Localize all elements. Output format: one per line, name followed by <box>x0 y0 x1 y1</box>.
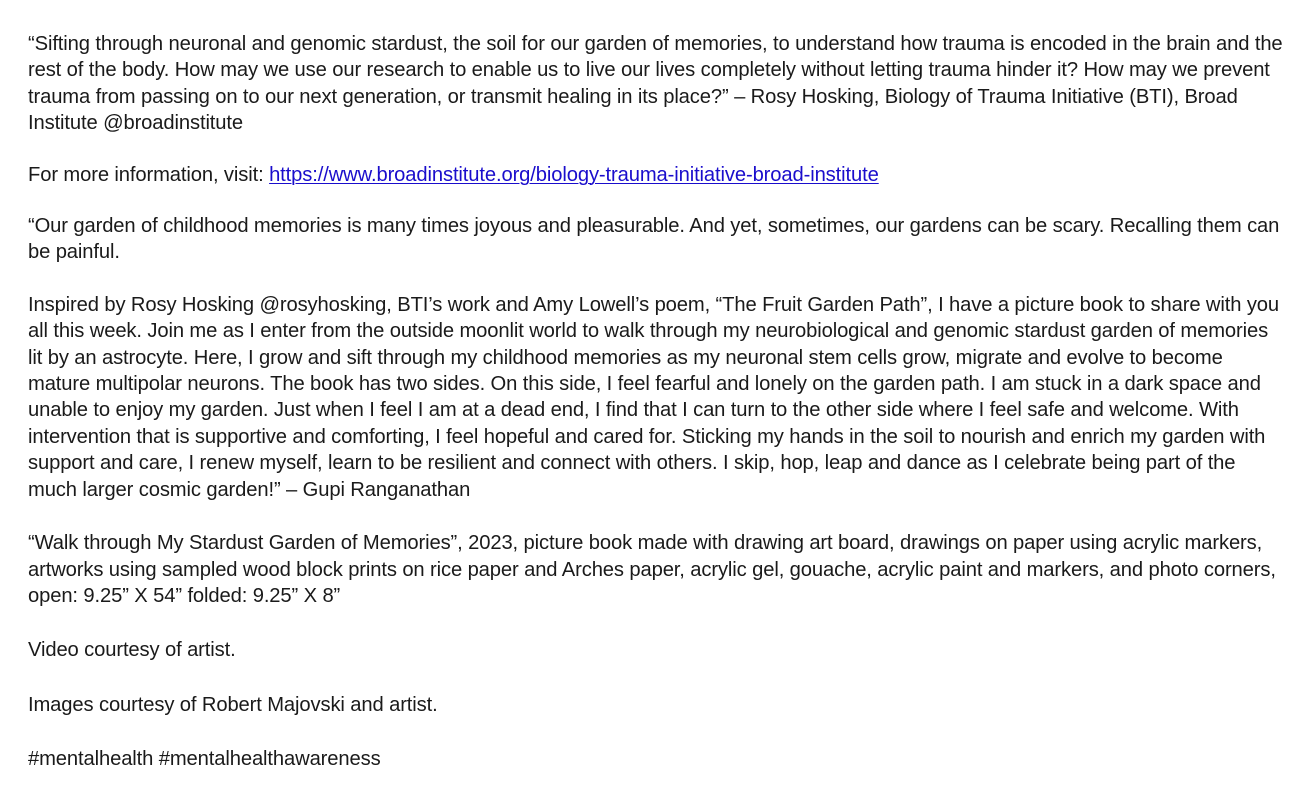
more-info-prefix: For more information, visit: <box>28 163 270 186</box>
broad-institute-link[interactable]: https://www.broadinstitute.org/biology-trauma-initiative-broad-institute <box>269 163 879 186</box>
video-credit: Video courtesy of artist. <box>28 639 236 662</box>
artist-statement: Inspired by Rosy Hosking @rosyhosking, BTI’s work and Amy Lowell’s poem, “The Fruit Garden Path”, I have a picture book to share with you all this week. Join me as I enter from the outside moonlit world to walk through my neurobiological and genomic stardust garden of memories lit by an astrocyte. Here, I grow and sift through my childhood memories as my neuronal stem cells grow, migrate and evolve to become mature multipolar neurons. The book has two sides. On this side, I feel fearful and lonely on the garden path. I am stuck in a dark space and unable to enjoy my garden. Just when I feel I am at a dead end, I find that I can turn to the other side where I feel safe and welcome. With intervention that is supportive and comforting, I feel hopeful and cared for. Sticking my hands in the soil to nourish and enrich my garden with support and care, I renew myself, learn to be resilient and connect with others. I skip, hop, leap and dance as I celebrate being part of the much larger cosmic garden!” – Gupi Ranganathan <box>28 293 1280 501</box>
images-credit: Images courtesy of Robert Majovski and artist. <box>28 693 438 716</box>
artwork-description: “Walk through My Stardust Garden of Memories”, 2023, picture book made with drawing art board, drawings on paper using acrylic markers, artworks using sampled wood block prints on rice paper and Arches paper, acrylic gel, gouache, acrylic paint and markers, and photo corners, open: 9.25” X 54” folded: 9.25” X 8” <box>28 532 1276 607</box>
garden-memories-intro: “Our garden of childhood memories is many times joyous and pleasurable. And yet, sometimes, our gardens can be scary. Recalling them can be painful. <box>28 215 1280 264</box>
document-body <box>28 31 1283 773</box>
more-info-line <box>28 162 1283 188</box>
hashtags: #mentalhealth #mentalhealthawareness <box>28 748 381 771</box>
quote-rosy-hosking: “Sifting through neuronal and genomic stardust, the soil for our garden of memories, to understand how trauma is encoded in the brain and the rest of the body. How may we use our research to enable us to live our lives completely without letting trauma hinder it? How may we prevent trauma from passing on to our next generation, or transmit healing in its place?” – Rosy Hosking, Biology of Trauma Initiative (BTI), Broad Institute @broadinstitute <box>28 33 1283 135</box>
